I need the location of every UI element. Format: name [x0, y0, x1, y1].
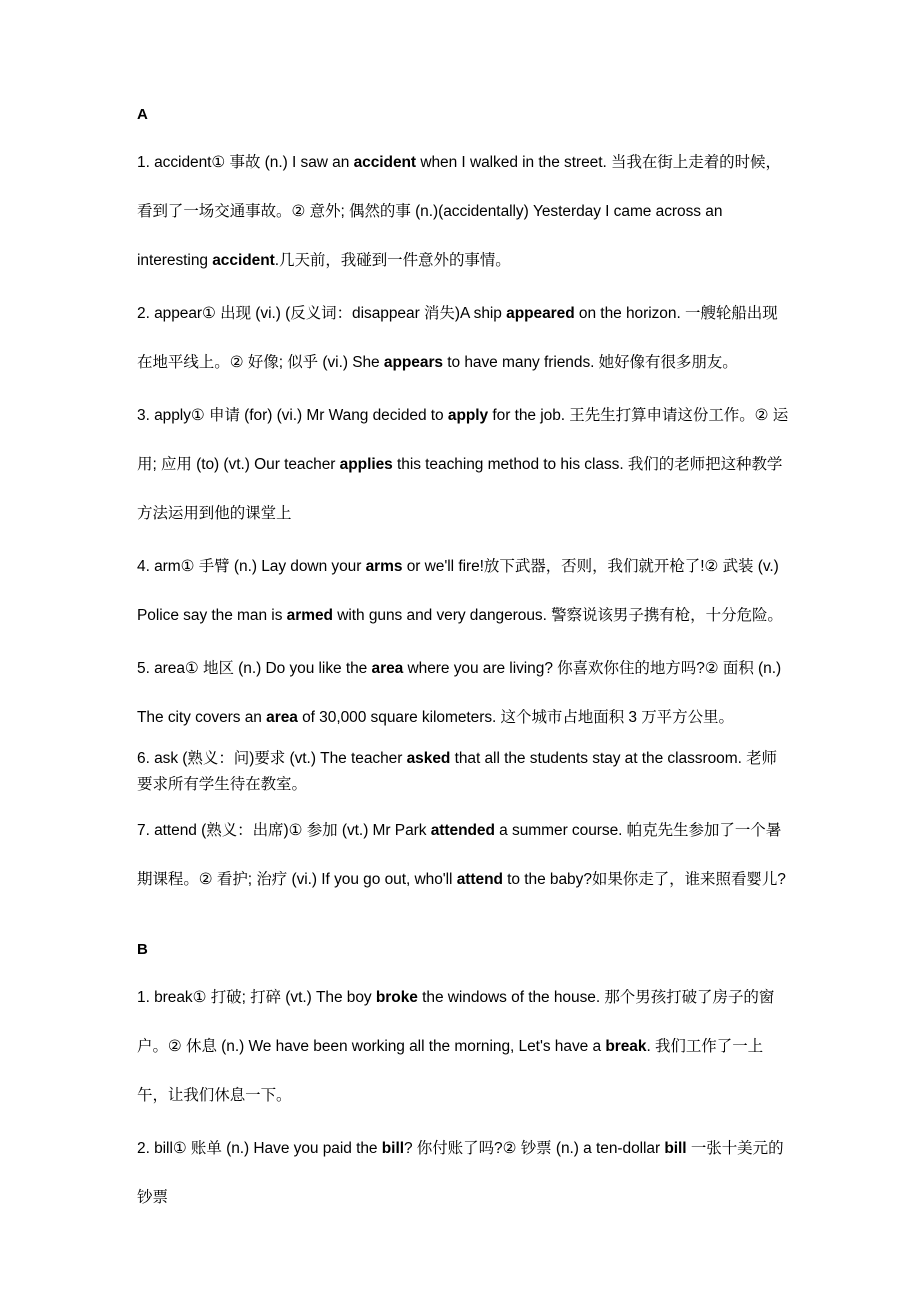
entry-text-mid: or we'll fire!放下武器，否则，我们就开枪了!② 武装 (v.) Police say the man is	[137, 558, 779, 624]
entry-text-tail: of 30,000 square kilometers. 这个城市占地面积 3 万平方公里。	[297, 709, 734, 726]
entry-text-lead: 3. apply① 申请 (for) (vi.) Mr Wang decided to	[137, 407, 448, 424]
keyword-bold: break	[605, 1038, 647, 1055]
entry-text-tail: with guns and very dangerous. 警察说该男子携有枪，十分危险。	[332, 607, 783, 624]
vocab-entry-break	[137, 973, 790, 1120]
entry-text-tail: to have many friends. 她好像有很多朋友。	[443, 354, 738, 371]
entry-text-tail: to the baby?如果你走了，谁来照看婴儿?	[502, 871, 786, 888]
entry-text-tail: . 我们工作了一上午，让我们休息一下。	[137, 1038, 764, 1104]
keyword-bold: attend	[456, 871, 503, 888]
vocab-entry-attend	[137, 806, 790, 904]
entry-text-lead: 2. bill① 账单 (n.) Have you paid the	[137, 1140, 382, 1157]
entry-text-mid: on the horizon. 一艘轮船出现在地平线上。② 好像; 似乎 (vi.) She	[137, 305, 778, 371]
entry-text-lead: 1. break① 打破; 打碎 (vt.) The boy	[137, 989, 376, 1006]
keyword-bold: bill	[664, 1140, 687, 1157]
keyword-bold: accident	[353, 154, 417, 171]
vocab-entry-apply	[137, 391, 790, 538]
vocab-entry-appear	[137, 289, 790, 387]
entry-text-lead: 5. area① 地区 (n.) Do you like the	[137, 660, 372, 677]
keyword-bold: broke	[375, 989, 418, 1006]
entry-text-lead: 1. accident① 事故 (n.) I saw an	[137, 154, 354, 171]
vocab-entry-ask	[137, 746, 790, 798]
vocab-entry-bill	[137, 1124, 790, 1222]
keyword-bold: area	[371, 660, 404, 677]
entry-text-tail: this teaching method to his class. 我们的老师把这种教学方法运用到他的课堂上	[137, 456, 783, 522]
keyword-bold: area	[266, 709, 298, 726]
keyword-bold: appeared	[506, 305, 575, 322]
entry-text-mid: the windows of the house. 那个男孩打破了房子的窗户。② 休息 (n.) We have been working all the morning, Let's have a	[137, 989, 775, 1055]
entry-text-lead: 7. attend (熟义：出席)① 参加 (vt.) Mr Park	[137, 822, 431, 839]
section-heading-b: B	[137, 941, 149, 958]
entry-text-mid: that all the students stay at the classroom. 老师要求所有学生待在教室。	[137, 750, 778, 793]
entry-text-mid: a summer course. 帕克先生参加了一个暑期课程。② 看护; 治疗 (vi.) If you go out, who'll	[137, 822, 782, 888]
keyword-bold: accident	[212, 252, 275, 269]
entry-text-mid: ? 你付账了吗?② 钞票 (n.) a ten-dollar	[403, 1140, 665, 1157]
entry-text-mid: for the job. 王先生打算申请这份工作。② 运用; 应用 (to) (vt.) Our teacher	[137, 407, 789, 473]
keyword-bold: asked	[406, 750, 451, 767]
entry-text-lead: 6. ask (熟义：问)要求 (vt.) The teacher	[137, 750, 407, 767]
keyword-bold: applies	[339, 456, 393, 473]
vocab-entry-area	[137, 644, 790, 742]
keyword-bold: arms	[365, 558, 403, 575]
keyword-bold: appears	[383, 354, 443, 371]
keyword-bold: armed	[286, 607, 333, 624]
keyword-bold: apply	[447, 407, 489, 424]
entry-text-mid: when I walked in the street. 当我在街上走着的时候，看到了一场交通事故。② 意外; 偶然的事 (n.)(accidentally) Yesterday I came across an interesting	[137, 154, 781, 269]
entry-text-tail: 一张十美元的钞票	[137, 1140, 784, 1206]
section-heading-a: A	[137, 106, 149, 123]
entry-text-mid: where you are living? 你喜欢你住的地方吗?② 面积 (n.) The city covers an	[137, 660, 782, 726]
entry-text-lead: 4. arm① 手臂 (n.) Lay down your	[137, 558, 366, 575]
keyword-bold: attended	[430, 822, 495, 839]
vocab-entry-arm	[137, 542, 790, 640]
keyword-bold: bill	[381, 1140, 404, 1157]
vocab-entry-accident	[137, 138, 790, 285]
entry-text-lead: 2. appear① 出现 (vi.) (反义词：disappear 消失)A ship	[137, 305, 507, 322]
entry-text-tail: .几天前，我碰到一件意外的事情。	[274, 252, 511, 269]
